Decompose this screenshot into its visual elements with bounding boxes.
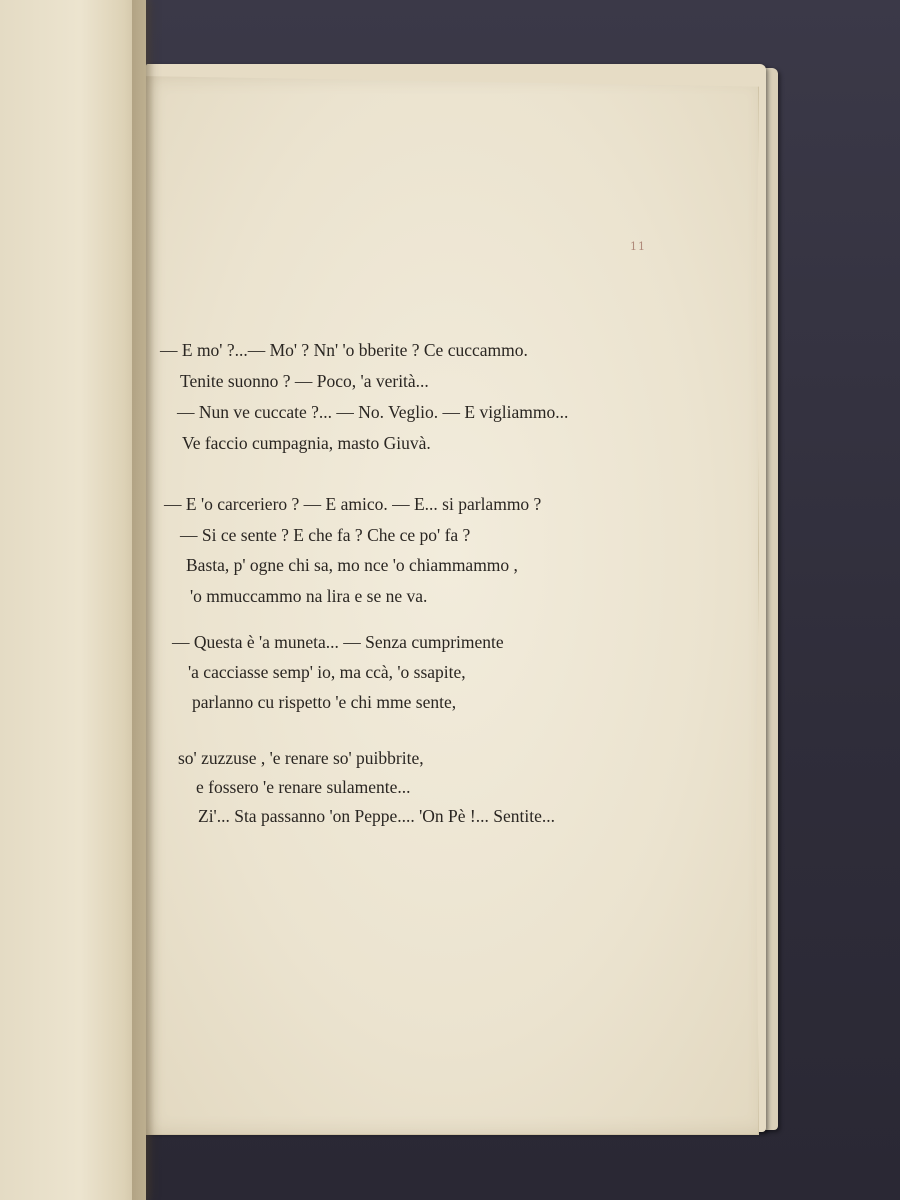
left-facing-page [0,0,146,1200]
poem-line: — E mo' ?...— Mo' ? Nn' 'o bberite ? Ce cuccammo. [160,340,528,360]
poem-line: — Questa è 'a muneta... — Senza cumprimente [172,632,504,652]
page-number: 11 [630,240,646,253]
poem-line: Ve faccio cumpagnia, masto Giuvà. [182,433,431,453]
poem-line: Tenite suonno ? — Poco, 'a verità... [180,371,429,391]
poem-line: 'o mmuccammo na lira e se ne va. [190,586,428,606]
poem-line: — Nun ve cuccate ?... — No. Veglio. — E vigliammo... [177,402,569,422]
poem-line: e fossero 'e renare sulamente... [196,777,411,797]
gutter-shadow [132,0,154,1200]
poem-line: Zi'... Sta passanno 'on Peppe.... 'On Pè !... Sentite... [198,806,555,826]
poem-line: Basta, p' ogne chi sa, mo nce 'o chiammammo , [186,555,518,575]
poem-line: 'a cacciasse semp' io, ma ccà, 'o ssapite, [188,662,466,682]
poem-line: so' zuzzuse , 'e renare so' puibbrite, [178,748,424,768]
poem-line: parlanno cu rispetto 'e chi mme sente, [192,692,457,712]
poem-line: — Si ce sente ? E che fa ? Che ce po' fa ? [180,525,471,545]
poem-line: — E 'o carceriero ? — E amico. — E... si parlammo ? [164,494,542,514]
